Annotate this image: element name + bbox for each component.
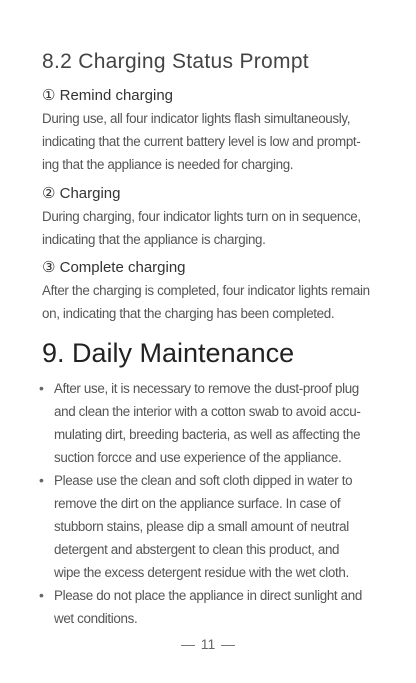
text-line: After the charging is completed, four indicator lights remain [42, 283, 370, 298]
text-line: suction forcce and use experience of the appliance. [54, 450, 342, 465]
subheading-charging: ② Charging [42, 185, 121, 202]
text-line: Please use the clean and soft cloth dipped in water to [54, 473, 353, 488]
text-line: wet conditions. [54, 611, 138, 626]
bullet-dot-icon: • [39, 380, 44, 396]
footer-dash-left [181, 645, 195, 646]
section-heading-charging-status: 8.2 Charging Status Prompt [42, 50, 309, 73]
text-line: wipe the excess detergent residue with the wet cloth. [54, 565, 349, 580]
text-line: During use, all four indicator lights flash simultaneously, [42, 111, 351, 126]
list-item [39, 584, 390, 630]
text-line: mulating dirt, breeding bacteria, as well as affecting the [54, 427, 361, 442]
text-line: indicating that the appliance is charging. [42, 232, 266, 247]
maintenance-bullet-list [39, 377, 390, 630]
text-line: During charging, four indicator lights turn on in sequence, [42, 209, 361, 224]
text-line: indicating that the current battery level is low and prompt- [42, 134, 361, 149]
bullet-dot-icon: • [39, 587, 44, 603]
bullet-dot-icon: • [39, 472, 44, 488]
footer-dash-right [221, 645, 235, 646]
list-item [39, 469, 390, 584]
paragraph-complete-charging [42, 279, 390, 325]
text-line: remove the dirt on the appliance surface. In case of [54, 496, 341, 511]
section-heading-daily-maintenance: 9. Daily Maintenance [42, 338, 295, 368]
text-line: and clean the interior with a cotton swab to avoid accu- [54, 404, 361, 419]
paragraph-charging [42, 205, 390, 251]
paragraph-remind-charging [42, 107, 390, 176]
text-line: Please do not place the appliance in direct sunlight and [54, 588, 362, 603]
text-line: on, indicating that the charging has been completed. [42, 306, 335, 321]
subheading-complete-charging: ③ Complete charging [42, 259, 186, 276]
page-footer [0, 636, 416, 652]
subheading-remind-charging: ① Remind charging [42, 87, 174, 104]
text-line: ing that the appliance is needed for charging. [42, 157, 294, 172]
page-number: 11 [200, 636, 216, 652]
list-item [39, 377, 390, 469]
text-line: After use, it is necessary to remove the dust-proof plug [54, 381, 359, 396]
text-line: stubborn stains, please dip a small amount of neutral [54, 519, 349, 534]
text-line: detergent and abstergent to clean this product, and [54, 542, 340, 557]
